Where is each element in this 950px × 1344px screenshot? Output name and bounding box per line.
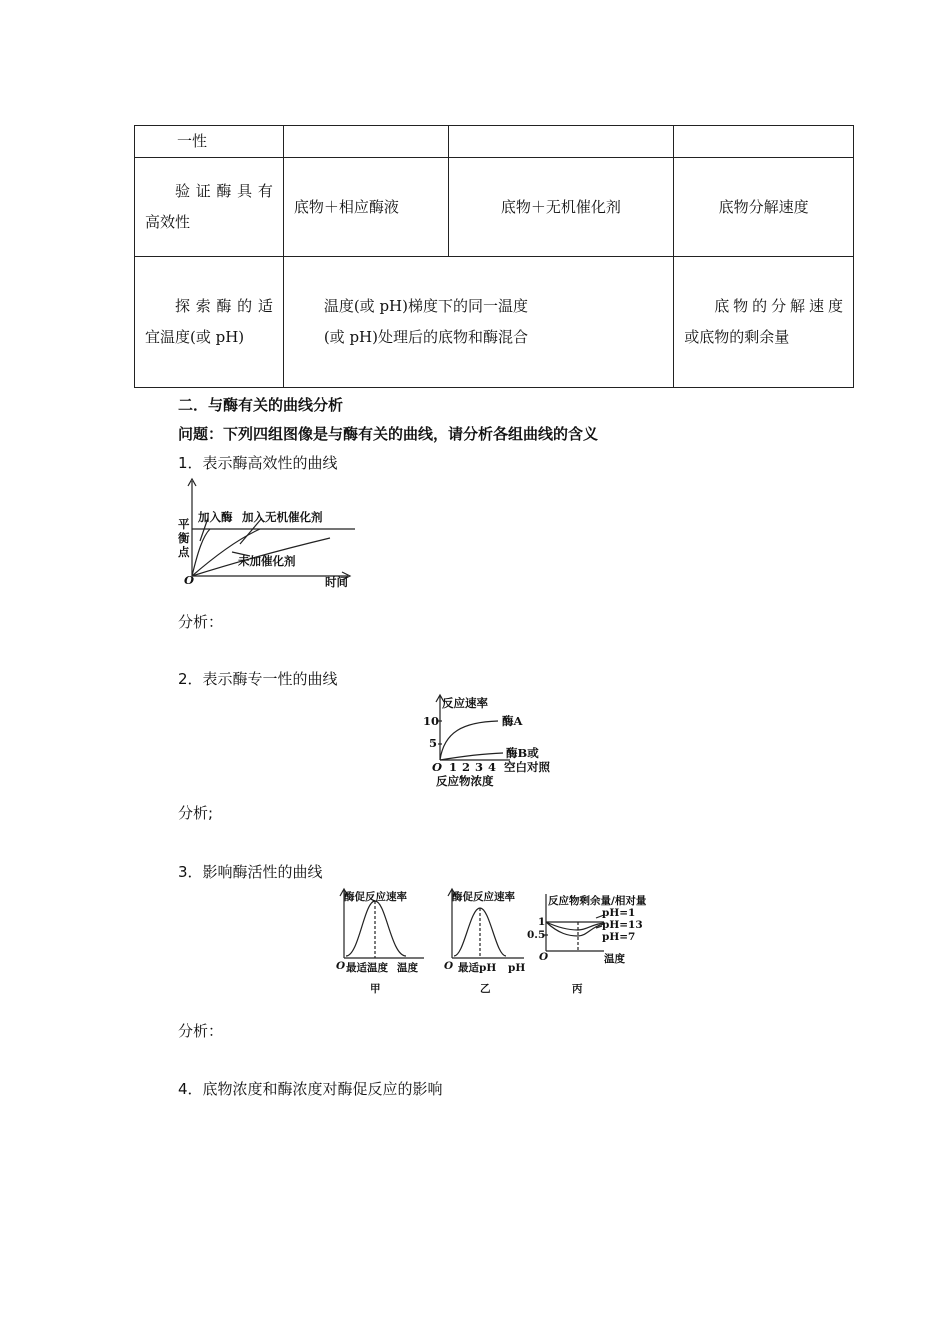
cell-text: 底物＋相应酶液 xyxy=(293,197,399,216)
temperature-chart xyxy=(334,886,434,996)
chart-caption: 丙 xyxy=(572,983,583,995)
x-axis-label: 温度 xyxy=(604,953,625,965)
section-title: 二．与酶有关的曲线分析 xyxy=(178,396,344,414)
origin-label: O xyxy=(184,573,195,587)
label-enzyme: 加入酶 xyxy=(198,510,233,524)
origin-label: O xyxy=(336,960,346,972)
table-cell xyxy=(674,257,854,388)
label-enzyme-b: 酶B或 xyxy=(506,746,539,760)
legend-label: pH=13 xyxy=(602,919,643,931)
table-cell xyxy=(283,126,448,158)
y-axis-label: 酶促反应速率 xyxy=(344,891,407,903)
bell-curve xyxy=(346,901,406,956)
legend-label: pH=1 xyxy=(602,907,636,919)
x-axis-label: pH xyxy=(508,962,526,974)
x-optimum-label: 最适pH xyxy=(458,962,497,974)
cell-text: 底物＋无机催化剂 xyxy=(500,197,621,216)
y-axis-label: 酶促反应速率 xyxy=(452,891,515,903)
y-tick: 10 xyxy=(423,714,440,728)
item1-analysis: 分析： xyxy=(178,613,224,631)
x-axis-label: 时间 xyxy=(325,575,348,589)
y-tick: 5 xyxy=(429,736,438,750)
x-tick: 2 xyxy=(462,760,471,774)
cell-text: 一性 xyxy=(177,132,208,150)
table-cell xyxy=(448,158,674,257)
y-tick: 1 xyxy=(538,916,546,928)
ph-chart xyxy=(442,886,537,996)
table-cell xyxy=(135,126,284,158)
table-cell xyxy=(674,158,854,257)
table-cell xyxy=(135,158,284,257)
cell-text: 验证酶具有 xyxy=(175,182,273,200)
cell-text: 探索酶的适 xyxy=(175,297,273,315)
y-axis-label: 反应速率 xyxy=(442,696,488,710)
x-tick: 4 xyxy=(488,760,497,774)
item1-title: 1．表示酶高效性的曲线 xyxy=(178,454,338,472)
chart-caption: 乙 xyxy=(480,983,491,995)
label-enzyme-a: 酶A xyxy=(502,714,523,728)
question-text: 问题：下列四组图像是与酶有关的曲线，请分析各组曲线的含义 xyxy=(178,425,599,443)
y-label-char: 点 xyxy=(178,545,190,559)
experiment-table xyxy=(134,125,854,388)
y-label-char: 衡 xyxy=(178,531,190,545)
cell-text: (或 pH)处理后的底物和酶混合 xyxy=(323,328,528,346)
label-no-catalyst: 未加催化剂 xyxy=(238,554,296,568)
cell-text: 底物分解速度 xyxy=(718,197,809,216)
efficiency-chart xyxy=(170,476,370,591)
table-row xyxy=(135,158,854,257)
x-optimum-label: 最适温度 xyxy=(346,962,388,974)
label-control: 空白对照 xyxy=(504,760,550,774)
table-cell xyxy=(448,126,674,158)
specificity-chart xyxy=(418,692,578,792)
x-tick: 1 xyxy=(449,760,458,774)
origin-label: O xyxy=(432,760,443,774)
table-row xyxy=(135,257,854,388)
item2-analysis: 分析; xyxy=(178,804,214,822)
item3-analysis: 分析： xyxy=(178,1022,224,1040)
origin-label: O xyxy=(444,960,454,972)
legend-label: pH=7 xyxy=(602,931,636,943)
table-cell xyxy=(283,257,673,388)
cell-text: 宜温度(或 pH) xyxy=(145,328,245,346)
table-row xyxy=(135,126,854,158)
label-inorganic: 加入无机催化剂 xyxy=(242,510,323,524)
cell-text: 温度(或 pH)梯度下的同一温度 xyxy=(323,297,528,315)
item2-title: 2．表示酶专一性的曲线 xyxy=(178,670,338,688)
cell-text: 高效性 xyxy=(145,213,191,231)
table-cell xyxy=(135,257,284,388)
item4-title: 4．底物浓度和酶浓度对酶促反应的影响 xyxy=(178,1080,443,1098)
cell-text: 或底物的剩余量 xyxy=(684,328,790,346)
x-axis-label: 反应物浓度 xyxy=(436,774,494,788)
enzyme-b-curve xyxy=(440,753,503,760)
ph7-curve xyxy=(546,922,604,936)
x-tick: 3 xyxy=(475,760,484,774)
remaining-substrate-chart xyxy=(524,886,664,996)
table-cell xyxy=(283,158,448,257)
x-axis-label: 温度 xyxy=(397,962,418,974)
y-tick: 0.5 xyxy=(527,929,546,941)
table-cell xyxy=(674,126,854,158)
origin-label: O xyxy=(539,951,549,963)
chart-caption: 甲 xyxy=(370,983,381,995)
item3-title: 3．影响酶活性的曲线 xyxy=(178,863,323,881)
y-label-char: 平 xyxy=(178,517,190,531)
cell-text: 底物的分解速度 xyxy=(714,297,843,315)
y-axis-label: 反应物剩余量/相对量 xyxy=(548,895,647,907)
